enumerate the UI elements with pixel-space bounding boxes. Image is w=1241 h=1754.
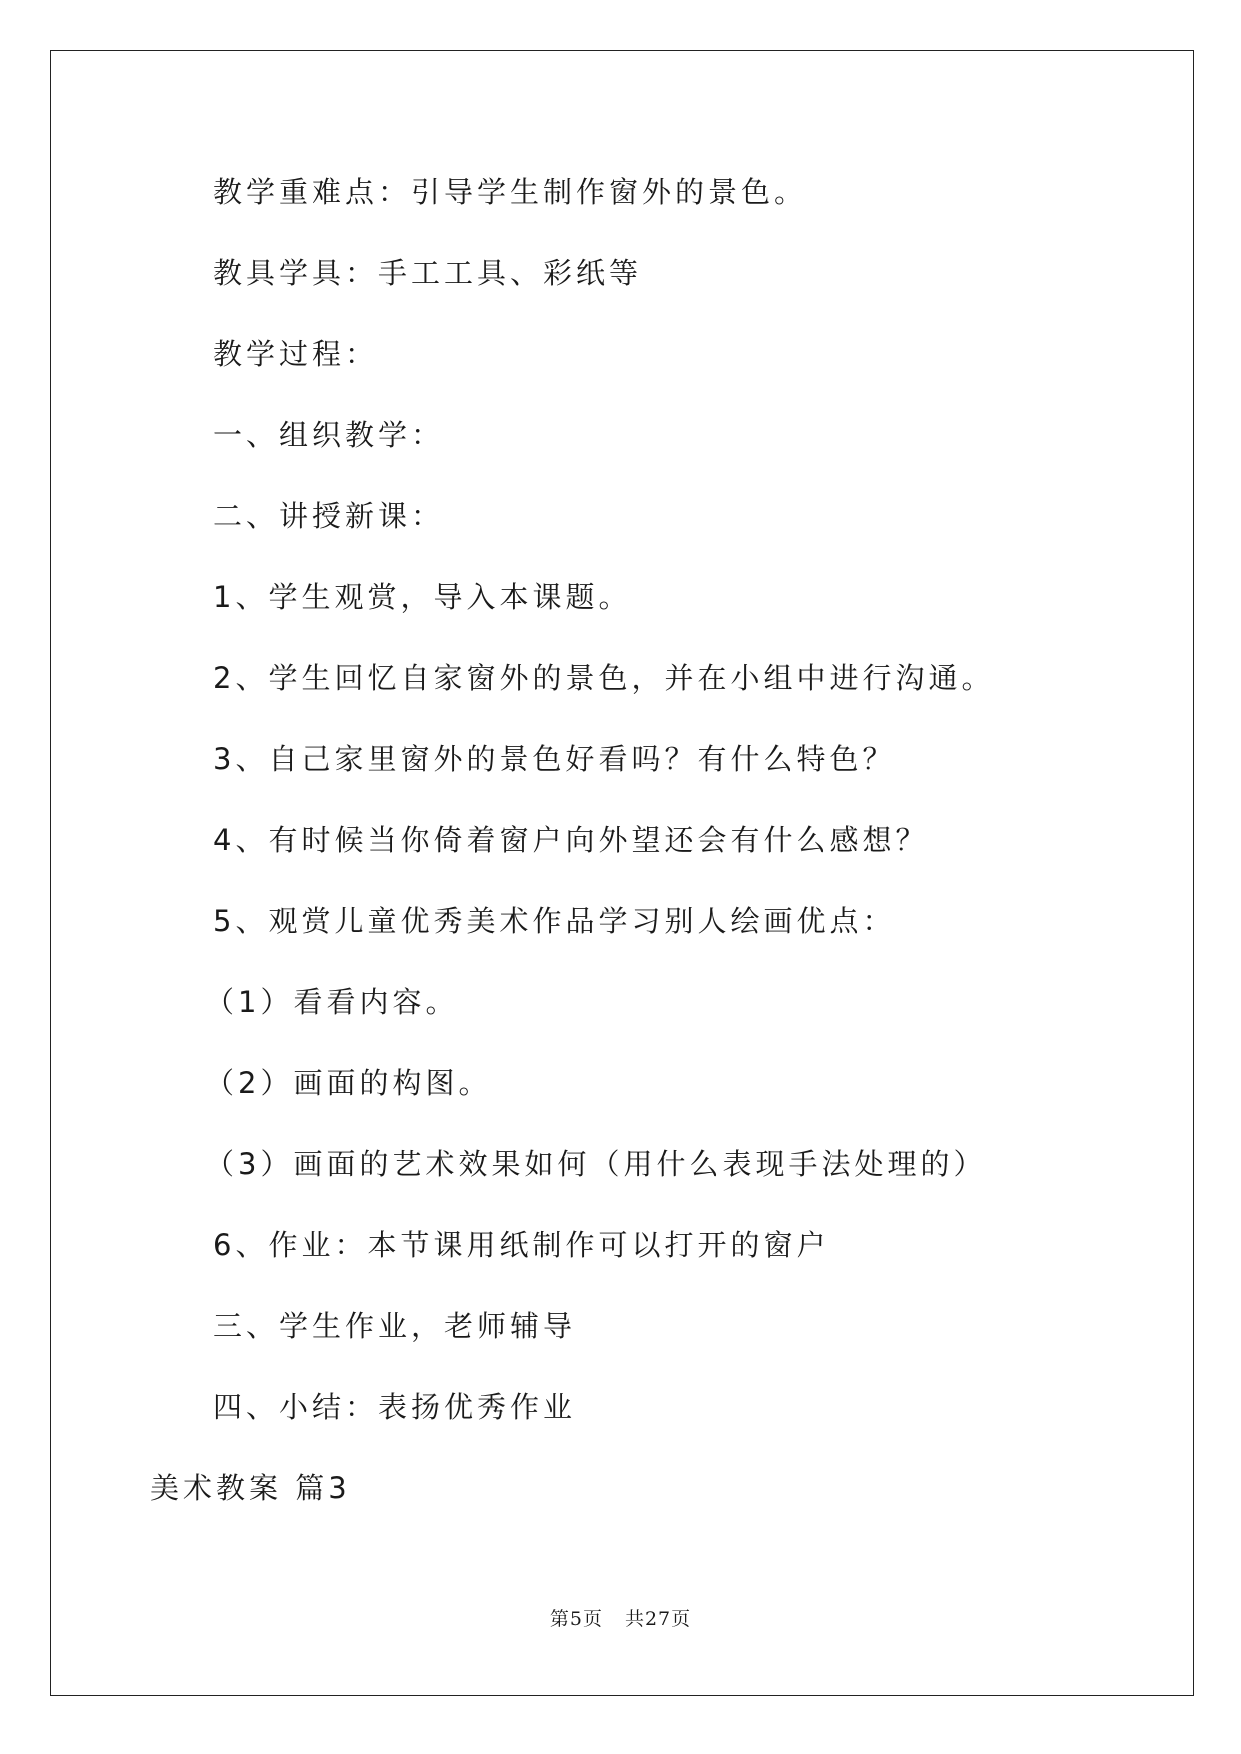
page-total: 共27页 — [624, 1608, 692, 1630]
text-line: 四、小结：表扬优秀作业 — [213, 1390, 577, 1424]
text-line: 一、组织教学： — [213, 418, 445, 452]
page-border — [50, 50, 1194, 1696]
text-line: （3）画面的艺术效果如何（用什么表现手法处理的） — [205, 1147, 987, 1181]
text-line: 三、学生作业，老师辅导 — [213, 1309, 577, 1343]
text-line: 教学过程： — [213, 337, 379, 371]
section-heading: 美术教案 篇3 — [150, 1471, 351, 1505]
text-line: 二、讲授新课： — [213, 499, 445, 533]
text-line: 3、自己家里窗外的景色好看吗？有什么特色？ — [213, 742, 896, 776]
text-line: 教具学具：手工工具、彩纸等 — [213, 256, 643, 290]
text-line: 6、作业：本节课用纸制作可以打开的窗户 — [213, 1228, 830, 1262]
text-line: （2）画面的构图。 — [205, 1066, 492, 1100]
text-line: 教学重难点：引导学生制作窗外的景色。 — [213, 175, 808, 209]
page-number: 第5页 — [549, 1608, 603, 1630]
text-line: 2、学生回忆自家窗外的景色，并在小组中进行沟通。 — [213, 661, 995, 695]
text-line: 4、有时候当你倚着窗户向外望还会有什么感想？ — [213, 823, 929, 857]
page-footer — [0, 1606, 1241, 1632]
text-line: 5、观赏儿童优秀美术作品学习别人绘画优点： — [213, 904, 896, 938]
text-line: （1）看看内容。 — [205, 985, 459, 1019]
text-line: 1、学生观赏，导入本课题。 — [213, 580, 632, 614]
